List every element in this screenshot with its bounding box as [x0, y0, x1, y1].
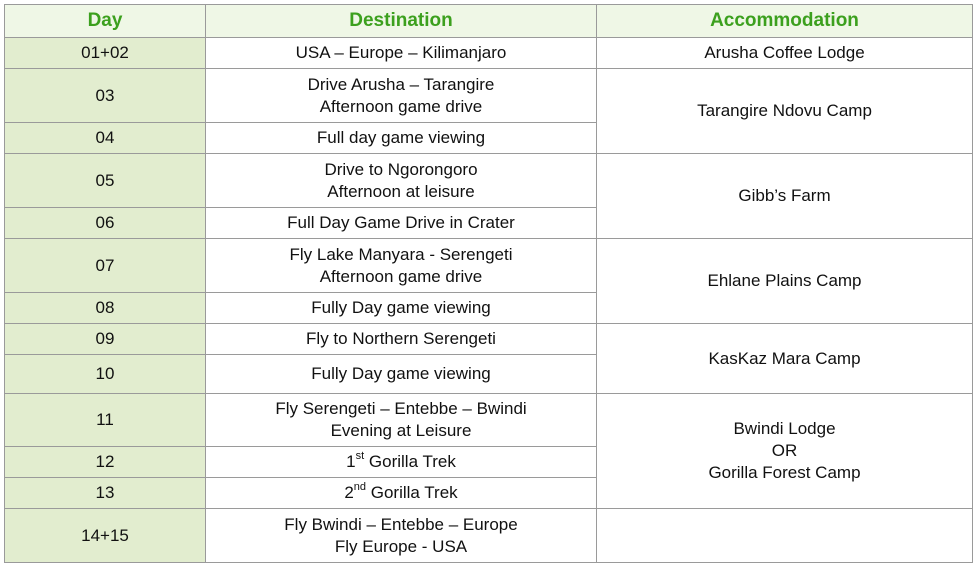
header-row [5, 5, 973, 38]
table-row [5, 509, 973, 563]
destination-cell [206, 154, 597, 208]
day-cell: 09 [5, 324, 206, 355]
destination-cell [206, 447, 597, 478]
header-accommodation: Accommodation [597, 5, 973, 38]
day-cell: 12 [5, 447, 206, 478]
itinerary-table-container [4, 4, 973, 563]
destination-cell [206, 355, 597, 394]
destination-cell [206, 324, 597, 355]
destination-cell [206, 38, 597, 69]
table-row [5, 239, 973, 293]
day-cell: 08 [5, 293, 206, 324]
accommodation-cell [597, 239, 973, 324]
itinerary-table [4, 4, 973, 563]
destination-line: Fly Serengeti – Entebbe – Bwindi [275, 399, 527, 418]
destination-line: Drive to Ngorongoro [324, 159, 478, 179]
accommodation-line: Bwindi Lodge [733, 419, 836, 438]
accommodation-line: Ehlane Plains Camp [707, 271, 862, 290]
destination-line: Drive Arusha – Tarangire [307, 74, 495, 94]
accommodation-cell [597, 69, 973, 154]
accommodation-line: Gibb’s Farm [738, 186, 831, 205]
destination-cell [206, 509, 597, 563]
destination-line: Full day game viewing [316, 128, 486, 147]
day-cell: 11 [5, 394, 206, 447]
table-row [5, 69, 973, 123]
destination-cell [206, 208, 597, 239]
accommodation-line: Arusha Coffee Lodge [704, 43, 865, 62]
destination-line: Afternoon game drive [319, 266, 483, 286]
trek-ordinal: 1 [346, 452, 356, 471]
day-cell: 04 [5, 123, 206, 154]
accommodation-line: OR [771, 441, 798, 460]
accommodation-cell [597, 324, 973, 394]
table-row [5, 394, 973, 447]
destination-cell [206, 293, 597, 324]
accommodation-cell [597, 38, 973, 69]
trek-ordinal: 2 [344, 483, 354, 502]
trek-ordinal-suffix: st [355, 450, 365, 463]
day-cell: 03 [5, 69, 206, 123]
day-cell: 07 [5, 239, 206, 293]
destination-cell [206, 478, 597, 509]
destination-line: Afternoon game drive [319, 96, 483, 116]
destination-cell [206, 394, 597, 447]
day-cell: 10 [5, 355, 206, 394]
destination-line: Fly Bwindi – Entebbe – Europe [284, 514, 518, 534]
destination-line: Fly Lake Manyara - Serengeti [289, 244, 513, 264]
trek-ordinal-suffix: nd [353, 481, 367, 494]
destination-line: Fully Day game viewing [311, 298, 491, 317]
destination-line: Afternoon at leisure [327, 181, 475, 201]
trek-text: Gorilla Trek [364, 452, 456, 471]
day-cell: 01+02 [5, 38, 206, 69]
accommodation-line: KasKaz Mara Camp [708, 348, 861, 368]
header-day: Day [5, 5, 206, 38]
destination-line: Fly to Northern Serengeti [306, 329, 496, 348]
destination-cell [206, 69, 597, 123]
table-row [5, 38, 973, 69]
day-cell: 06 [5, 208, 206, 239]
day-cell: 05 [5, 154, 206, 208]
accommodation-cell-empty [597, 509, 973, 563]
destination-cell [206, 239, 597, 293]
accommodation-line: Gorilla Forest Camp [708, 463, 861, 482]
accommodation-cell [597, 394, 973, 509]
table-row [5, 324, 973, 355]
destination-line: Evening at Leisure [330, 421, 472, 440]
accommodation-line: Tarangire Ndovu Camp [697, 101, 872, 120]
trek-text: Gorilla Trek [366, 483, 458, 502]
table-row [5, 154, 973, 208]
destination-line: Fly Europe - USA [334, 536, 468, 556]
destination-cell [206, 123, 597, 154]
destination-line: Full Day Game Drive in Crater [287, 213, 515, 232]
header-destination: Destination [206, 5, 597, 38]
day-cell: 13 [5, 478, 206, 509]
accommodation-cell [597, 154, 973, 239]
destination-line: Fully Day game viewing [311, 364, 491, 383]
destination-line: USA – Europe – Kilimanjaro [295, 43, 507, 62]
day-cell: 14+15 [5, 509, 206, 563]
